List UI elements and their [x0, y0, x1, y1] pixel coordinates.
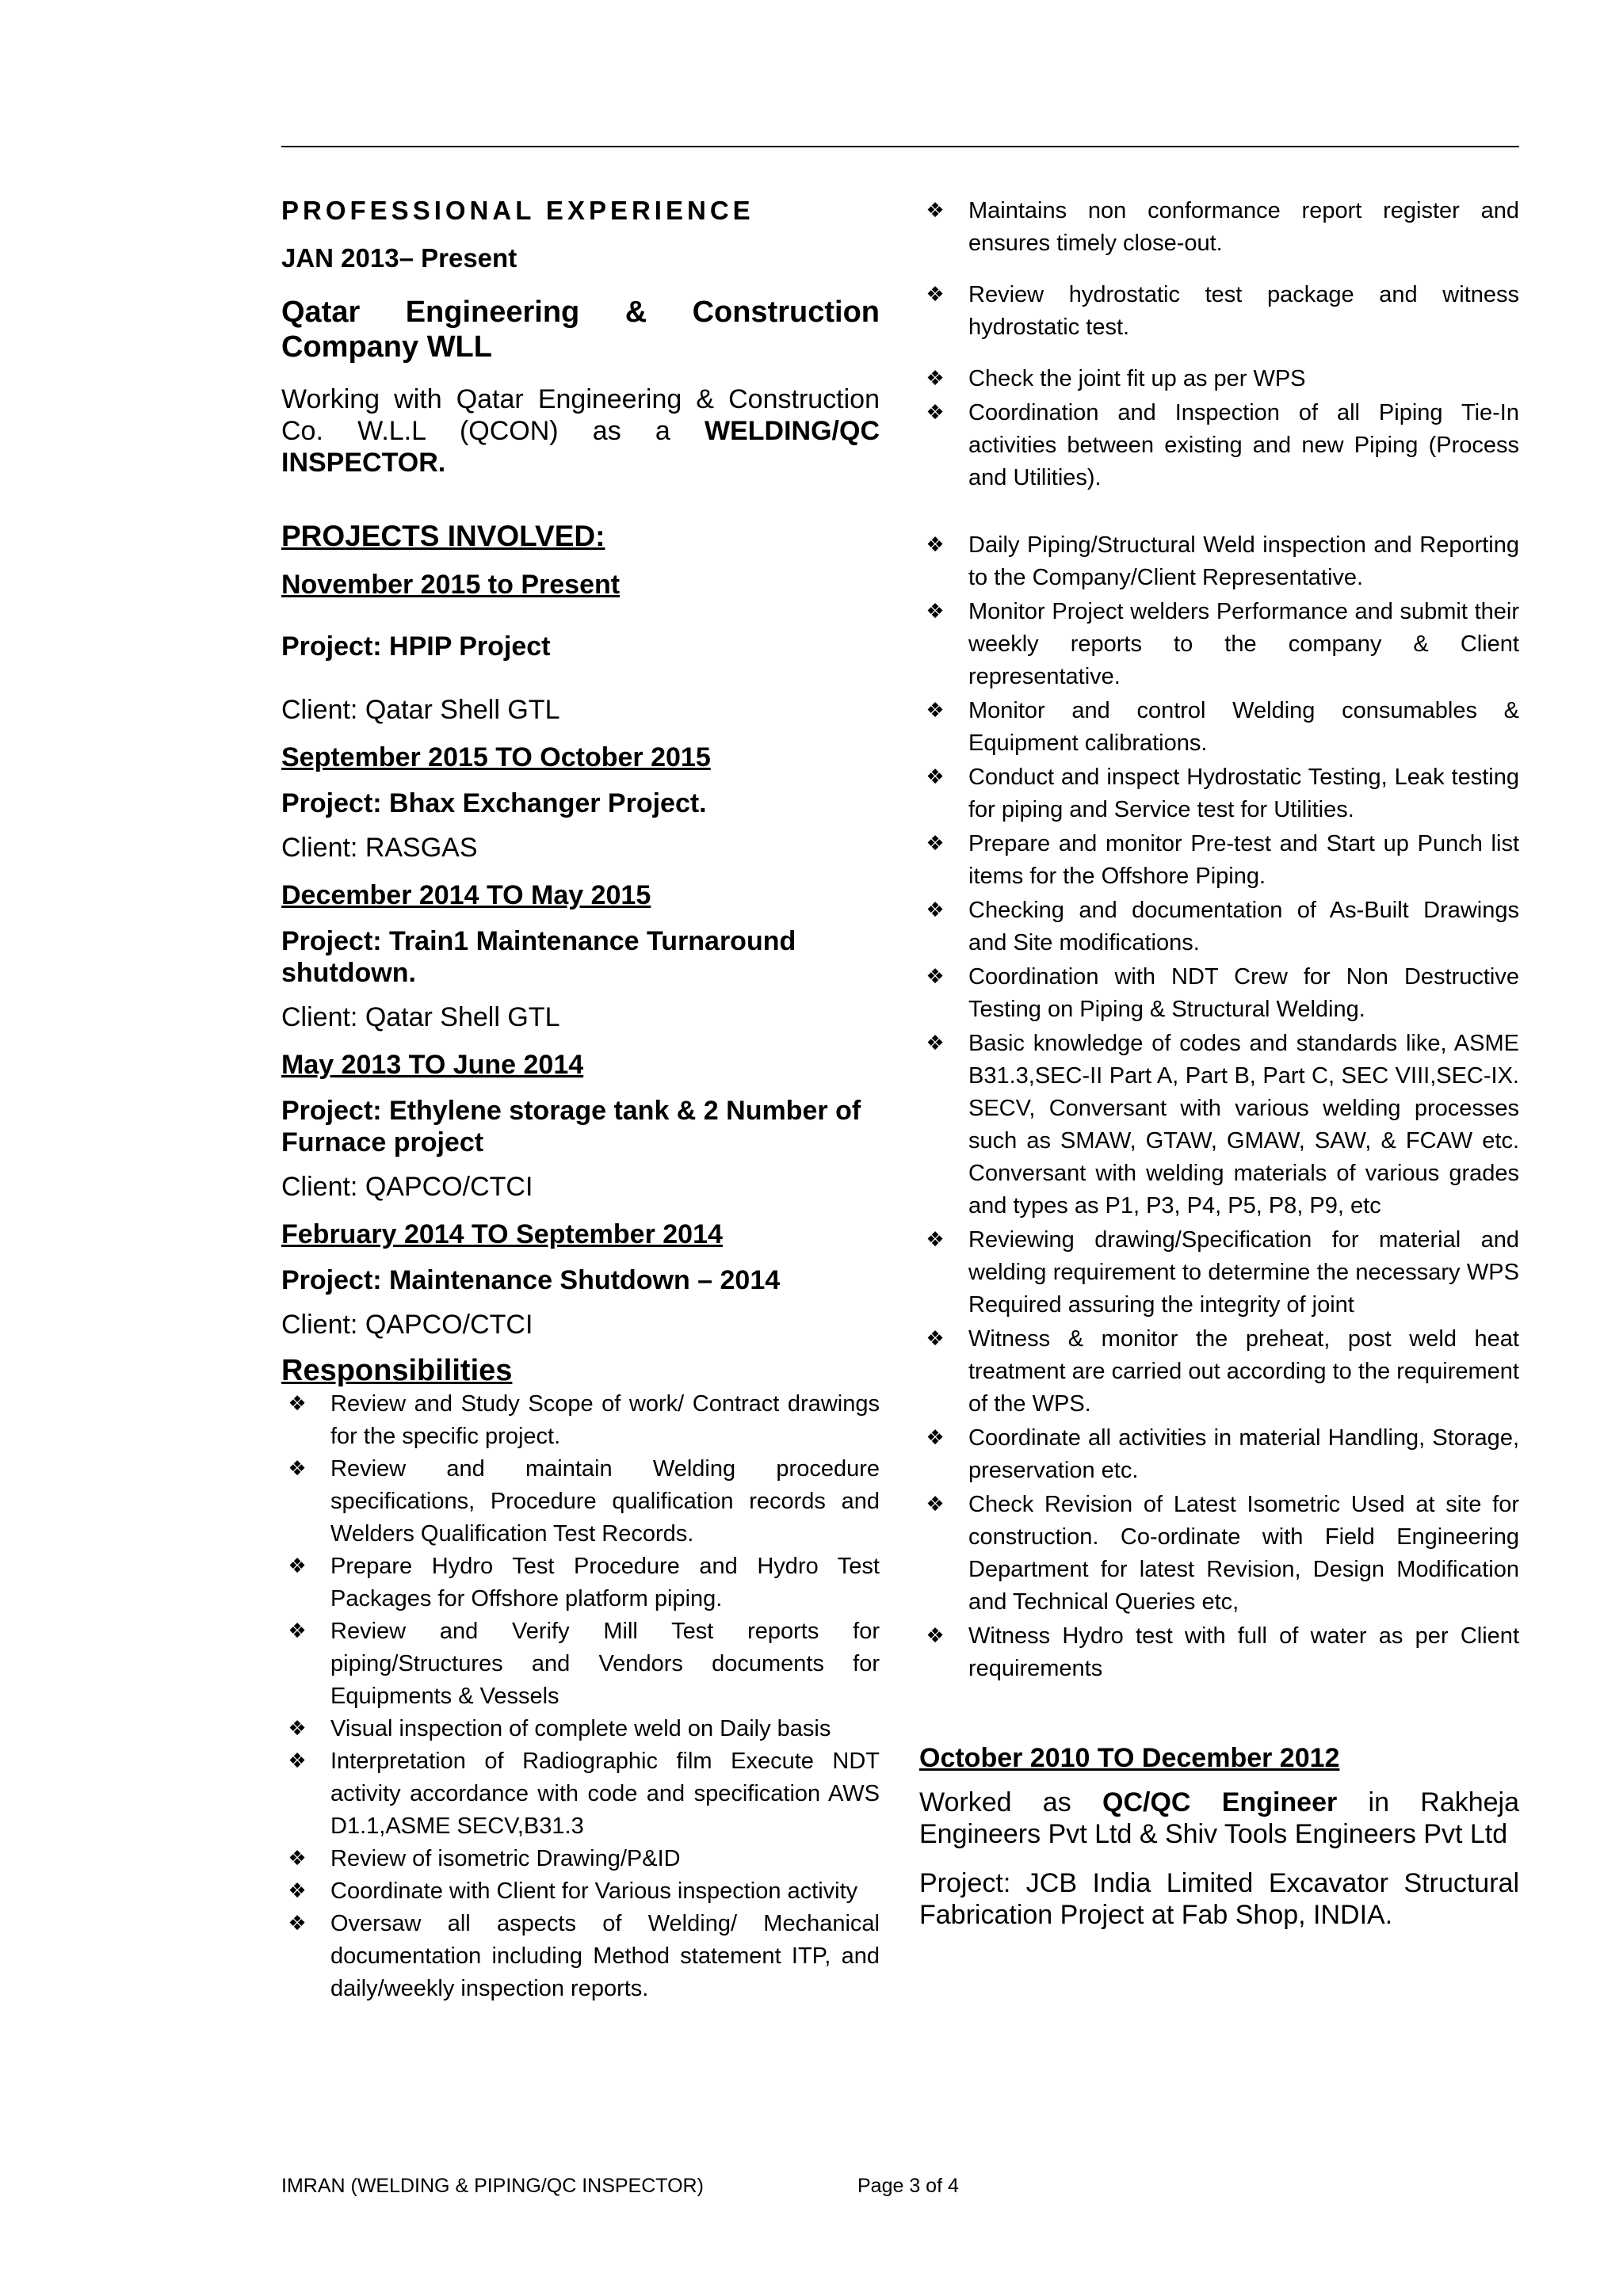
bullet-diamond-icon: ❖ — [926, 1327, 945, 1351]
bullet-diamond-icon: ❖ — [288, 1749, 307, 1773]
list-item — [281, 1615, 880, 1713]
project-name: Project: Maintenance Shutdown – 2014 — [281, 1265, 781, 1295]
list-item — [919, 195, 1519, 260]
bullet-diamond-icon: ❖ — [288, 1879, 307, 1903]
project-date: February 2014 TO September 2014 — [281, 1219, 723, 1249]
bullet-text: Oversaw all aspects of Welding/ Mechanical documentation including Method statement ITP, and daily/weekly inspection reports. — [330, 1911, 880, 2001]
bullet-text: Basic knowledge of codes and standards like, ASME B31.3,SEC-II Part A, Part B, Part C, SEC VIII,SEC-IX. SECV, Conversant with various welding processes such as SMAW, GTAW, GMAW, SAW, & FCAW etc. Conversant with welding materials of various grades and types as P1, P3, P4, P5, P8, P9, etc — [968, 1031, 1519, 1219]
bullet-text: Prepare and monitor Pre-test and Start up Punch list items for the Offshore Piping. — [968, 831, 1519, 889]
list-item — [281, 1908, 880, 2005]
bullet-text: Prepare Hydro Test Procedure and Hydro Test Packages for Offshore platform piping. — [330, 1554, 880, 1611]
list-item — [919, 363, 1519, 395]
bullet-text: Coordinate all activities in material Handling, Storage, preservation etc. — [968, 1425, 1519, 1483]
project-client: Client: Qatar Shell GTL — [281, 1002, 560, 1032]
left-column — [281, 190, 880, 2005]
bullet-diamond-icon: ❖ — [926, 401, 945, 425]
project-entry — [281, 878, 880, 1035]
bullet-text: Review and Study Scope of work/ Contract drawings for the specific project. — [330, 1391, 880, 1449]
list-item — [919, 1489, 1519, 1619]
list-item — [919, 894, 1519, 959]
bullet-diamond-icon: ❖ — [288, 1847, 307, 1871]
list-item — [281, 1713, 880, 1745]
list-item — [919, 761, 1519, 826]
list-item — [919, 596, 1519, 693]
working-statement — [281, 383, 880, 479]
bullet-diamond-icon: ❖ — [288, 1554, 307, 1578]
right-responsibilities-list — [919, 195, 1519, 1685]
list-item — [281, 1550, 880, 1615]
bullet-diamond-icon: ❖ — [926, 600, 945, 624]
project-date: September 2015 TO October 2015 — [281, 742, 711, 772]
bullet-text: Coordination with NDT Crew for Non Destructive Testing on Piping & Structural Welding. — [968, 964, 1519, 1022]
project-entry — [281, 1217, 880, 1342]
project-name: Project: Bhax Exchanger Project. — [281, 788, 707, 818]
bullet-text: Witness & monitor the preheat, post weld heat treatment are carried out according to the requirement of the WPS. — [968, 1326, 1519, 1417]
list-item — [919, 279, 1519, 344]
worked-prefix: Worked as — [919, 1787, 1103, 1817]
list-item — [281, 1843, 880, 1875]
bullet-text: Review of isometric Drawing/P&ID — [330, 1846, 681, 1871]
project-client: Client: RASGAS — [281, 833, 478, 863]
bullet-diamond-icon: ❖ — [288, 1457, 307, 1481]
list-item — [919, 1028, 1519, 1222]
responsibilities-heading: Responsibilities — [281, 1354, 513, 1387]
footer-name: IMRAN (WELDING & PIPING/QC INSPECTOR) — [281, 2175, 704, 2197]
project-entry — [281, 567, 880, 727]
company-name: Qatar Engineering & Construction Company WLL — [281, 296, 880, 364]
bullet-text: Interpretation of Radiographic film Execute NDT activity accordance with code and specification AWS D1.1,ASME SECV,B31.3 — [330, 1749, 880, 1839]
bullet-diamond-icon: ❖ — [288, 1392, 307, 1416]
project-date: May 2013 TO June 2014 — [281, 1050, 584, 1080]
projects-heading: PROJECTS INVOLVED: — [281, 520, 605, 552]
list-item — [919, 1620, 1519, 1685]
list-item — [919, 529, 1519, 594]
bullet-diamond-icon: ❖ — [926, 283, 945, 307]
bullet-text: Daily Piping/Structural Weld inspection and Reporting to the Company/Client Representative. — [968, 532, 1519, 590]
bullet-text: Monitor and control Welding consumables & Equipment calibrations. — [968, 698, 1519, 756]
current-period: JAN 2013– Present — [281, 243, 517, 273]
bullet-diamond-icon: ❖ — [288, 1912, 307, 1936]
list-item — [281, 1388, 880, 1453]
project-date: November 2015 to Present — [281, 570, 621, 600]
bullet-diamond-icon: ❖ — [926, 832, 945, 856]
project-entry — [281, 1047, 880, 1204]
page-number: Page 3 of 4 — [857, 2175, 959, 2197]
bullet-text: Checking and documentation of As-Built Drawings and Site modifications. — [968, 898, 1519, 955]
bullet-diamond-icon: ❖ — [926, 1032, 945, 1055]
list-item — [919, 397, 1519, 494]
list-item — [919, 828, 1519, 893]
right-column — [919, 195, 1519, 1931]
bullet-diamond-icon: ❖ — [926, 533, 945, 557]
list-item — [919, 1422, 1519, 1487]
bullet-text: Review and maintain Welding procedure specifications, Procedure qualification records and Welders Qualification Test Records. — [330, 1456, 880, 1547]
list-item — [919, 961, 1519, 1026]
project-client: Client: QAPCO/CTCI — [281, 1172, 533, 1202]
experience-heading: PROFESSIONAL EXPERIENCE — [281, 196, 754, 225]
previous-period: October 2010 TO December 2012 — [919, 1743, 1340, 1773]
list-item — [281, 1745, 880, 1843]
list-item — [919, 1323, 1519, 1421]
header-rule — [281, 146, 1519, 147]
bullet-diamond-icon: ❖ — [926, 1426, 945, 1450]
previous-statement — [919, 1787, 1519, 1850]
bullet-text: Coordinate with Client for Various inspection activity — [330, 1878, 858, 1904]
project-name: Project: Train1 Maintenance Turnaround shutdown. — [281, 926, 796, 988]
bullet-diamond-icon: ❖ — [288, 1717, 307, 1741]
bullet-diamond-icon: ❖ — [926, 1228, 945, 1252]
bullet-diamond-icon: ❖ — [926, 699, 945, 723]
project-name: Project: Ethylene storage tank & 2 Number of Furnace project — [281, 1096, 861, 1158]
bullet-text: Visual inspection of complete weld on Daily basis — [330, 1716, 831, 1741]
bullet-diamond-icon: ❖ — [926, 1624, 945, 1648]
working-role: WELDING/QC INSPECTOR. — [281, 416, 880, 478]
bullet-diamond-icon: ❖ — [926, 199, 945, 223]
bullet-diamond-icon: ❖ — [926, 765, 945, 789]
list-item — [919, 1224, 1519, 1322]
project-entry — [281, 740, 880, 865]
left-responsibilities-list — [281, 1388, 880, 2005]
bullet-text: Check the joint fit up as per WPS — [968, 366, 1306, 391]
project-client: Client: QAPCO/CTCI — [281, 1310, 533, 1340]
bullet-text: Coordination and Inspection of all Piping Tie-In activities between existing and new Piping (Process and Utilities). — [968, 400, 1519, 490]
bullet-diamond-icon: ❖ — [926, 367, 945, 391]
list-item — [919, 695, 1519, 760]
project-client: Client: Qatar Shell GTL — [281, 695, 560, 725]
list-item — [281, 1453, 880, 1550]
bullet-text: Check Revision of Latest Isometric Used at site for construction. Co-ordinate with Field Engineering Department for latest Revision, Design Modification and Technical Queries etc, — [968, 1492, 1519, 1615]
bullet-text: Maintains non conformance report register and ensures timely close-out. — [968, 198, 1519, 256]
bullet-diamond-icon: ❖ — [926, 898, 945, 922]
list-item — [281, 1875, 880, 1908]
bullet-text: Monitor Project welders Performance and submit their weekly reports to the company & Client representative. — [968, 599, 1519, 689]
bullet-diamond-icon: ❖ — [288, 1619, 307, 1643]
bullet-text: Review and Verify Mill Test reports for piping/Structures and Vendors documents for Equipments & Vessels — [330, 1619, 880, 1709]
bullet-text: Review hydrostatic test package and witness hydrostatic test. — [968, 282, 1519, 340]
bullet-text: Conduct and inspect Hydrostatic Testing, Leak testing for piping and Service test for Utilities. — [968, 765, 1519, 822]
worked-role: QC/QC Engineer — [1102, 1787, 1338, 1817]
working-prefix: Working with Qatar Engineering & Construction Co. W.L.L (QCON) as a — [281, 384, 880, 446]
bullet-diamond-icon: ❖ — [926, 965, 945, 989]
bullet-diamond-icon: ❖ — [926, 1493, 945, 1516]
project-name: Project: HPIP Project — [281, 631, 551, 662]
bullet-text: Reviewing drawing/Specification for material and welding requirement to determine the necessary WPS Required assuring the integrity of joint — [968, 1227, 1519, 1318]
previous-project: Project: JCB India Limited Excavator Structural Fabrication Project at Fab Shop, INDIA. — [919, 1868, 1519, 1930]
bullet-text: Witness Hydro test with full of water as per Client requirements — [968, 1623, 1519, 1681]
worked-suffix: in Rakheja Engineers Pvt Ltd & Shiv Tools Engineers Pvt Ltd — [919, 1787, 1520, 1849]
project-date: December 2014 TO May 2015 — [281, 880, 651, 910]
